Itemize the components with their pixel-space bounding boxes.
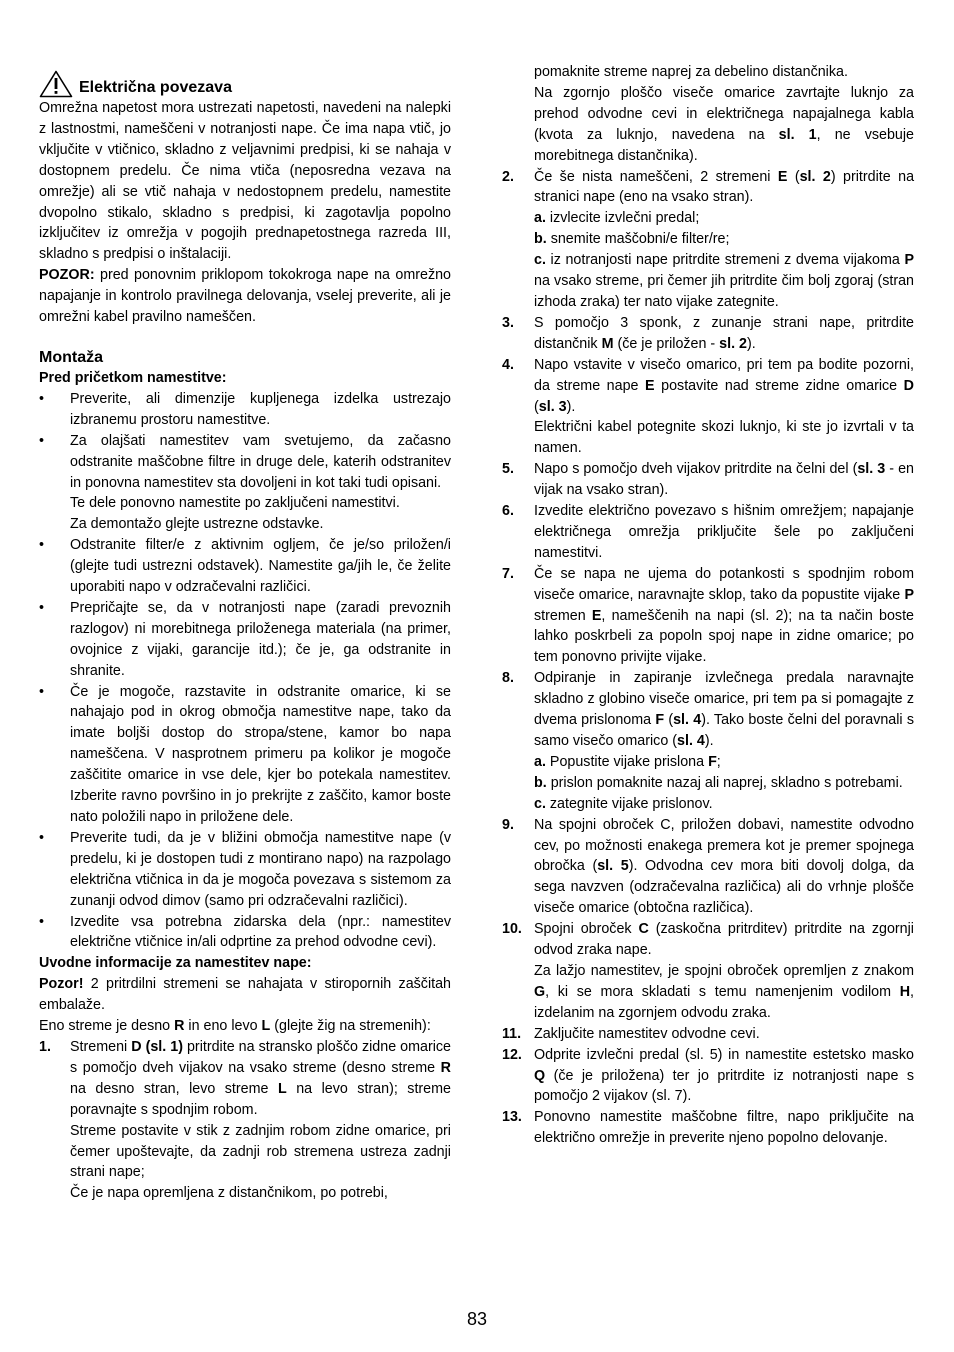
electrical-heading <box>39 70 451 98</box>
step-7: 7. Če se napa ne ujema do potankosti s spodnjim robom viseče omarice, naravnajte sklop, tako da popustite vijake P stremen E, nameščenih na napi (sl. 2); na ta način boste lahko poskrbeli za popoln spoj nape in zidne omarice; po tem ponovno privijte vijake. <box>502 565 914 666</box>
page-number: 83 <box>466 1309 488 1329</box>
electrical-paragraph: Omrežna napetost mora ustrezati napetosti, navedeni na nalepki z lastnostmi, nameščeni v notranjosti nape. Če ima napa vtič, jo vključite v vtičnico, skladno z veljavnimi predpisi, ki se nahaja v dostopnem predelu. Če nima vtiča (neposredna vezava na omrežje) ali se vtič nahaja v nedostopnem predelu, namestite dvopolno stikalo, skladno s predpisi, ki zagotavlja popolno izključitev iz omrežja v pogojih prednapetostnega razreda III, skladno s predpisi o inštalaciji. <box>39 100 451 263</box>
list-item: • Za olajšati namestitev vam svetujemo, da začasno odstranite maščobne filtre in druge dele, katerih odstranitev in ponovna namestitev sta dovoljeni in kot taki tudi opisani. Te dele ponovno namestite po zaključeni namestitvi. Za demontažo glejte ustrezne odstavke. <box>39 432 451 533</box>
montaza-heading: Montaža <box>39 348 103 366</box>
bullet-icon: • <box>39 390 45 407</box>
step-5: 5. Napo s pomočjo dveh vijakov pritrdite na čelni del (sl. 3 - en vijak na vsako stran). <box>502 461 914 499</box>
step-6: 6. Izvedite električno povezavo s hišnim omrežjem; napajanje električnega omrežja priključite šele po zaključeni namestitvi. <box>502 503 914 561</box>
list-item: • Preverite tudi, da je v bližini območja namestitve nape (v predelu, ki je dostopen tudi z montirano napo) na razpolago električna vtičnica in da je mogoča povezava s sistemom za zunanji odvod dimov (samo pri odzračevalni različici). <box>39 829 451 909</box>
list-item: • Prepričajte se, da v notranjosti nape (zaradi prevoznih razlogov) ni morebitnega priloženega materiala (na primer, ovojnice z vijaki, garancije itd.); če je, ga odstranite in shranite. <box>39 599 451 679</box>
step-8: 8. Odpiranje in zapiranje izvlečnega predala naravnajte skladno z globino viseče omarice, pri tem pa si pomagajte z dvema prislonoma F (sl. 4). Tako boste čelni del poravnali s samo visečo omarico (sl. 4). a. Popustite vijake prislona F; b. prislon pomaknite nazaj ali naprej, skladno s potrebami. c. zategnite vijake prislonov. <box>502 670 914 812</box>
step-12: 12. Odprite izvlečni predal (sl. 5) in namestite estetsko masko Q (če je priložena) ter jo pritrdite iz notranjosti nape s pomočjo 2 vijakov (sl. 7). <box>502 1046 914 1105</box>
step-1: 1. Stremeni D (sl. 1) pritrdite na stransko ploščo zidne omarice s pomočjo dveh vijakov na vsako streme (desno streme R na desno stran, levo streme L na levo stran); streme poravnajte s spodnjim robom. Streme postavite v stik z zadnjim robom zidne omarice, pri čemer upoštevajte, da zadnji rob stremena ustreza zadnji strani nape; Če je napa opremljena z distančnikom, po potrebi, <box>39 1038 452 1202</box>
bullet-icon: • <box>39 913 45 930</box>
before-installation-heading: Pred pričetkom namestitve: <box>39 369 227 386</box>
step-1-continued: pomaknite streme naprej za debelino distančnika. Na zgornjo ploščo viseče omarice zavrtajte luknjo za prehod odvodne cevi in električnega napajalnega kabla (kvota za luknjo, navedena na sl. 1, ne vsebuje morebitnega distančnika). <box>534 64 914 164</box>
pozor-paragraph: Pozor! 2 pritrdilni stremeni se nahajata v stiropornih zaščitah embalaže. <box>39 976 451 1014</box>
step-11: 11. Zaključite namestitev odvodne cevi. <box>502 1025 760 1042</box>
list-item: • Preverite, ali dimenzije kupljenega izdelka ustrezajo izbranemu prostoru namestitve. <box>39 390 451 428</box>
bullet-icon: • <box>39 599 45 616</box>
warning-icon <box>39 70 73 98</box>
step-9: 9. Na spojni obroček C, priložen dobavi, namestite odvodno cev, po možnosti enakega premera kot je premer spojnega obročka (sl. 5). Odvodna cev mora biti dovolj dolga, da sega navzven (odzračevalna različica) ali do vrhnje plošče viseče omarice (obtočna različica). <box>502 816 914 917</box>
list-item: • Odstranite filter/e z aktivnim ogljem, če je/so priložen/i (glejte tudi ustrezni odstavek). Namestite ga/jih le, če želite uporabiti napo v odzračevalni različici. <box>39 537 451 596</box>
steps-list-right <box>502 62 914 1149</box>
warning-label: POZOR: <box>39 267 95 284</box>
left-column <box>39 62 451 1204</box>
list-item: • Izvedite vsa potrebna zidarska dela (npr.: namestitev električne vtičnice in/ali odprtine za prehod odvodne cevi). <box>39 913 451 951</box>
electrical-heading-text: Električna povezava <box>79 79 232 96</box>
bullet-icon: • <box>39 537 45 554</box>
steps-list-left <box>39 1037 451 1204</box>
step-10: 10. Spojni obroček C (zaskočna pritrditev) pritrdite na zgornji odvod zraka nape. Za lažjo namestitev, je spojni obroček opremljen z znakom G, ki se mora skladati s temu namenjenim vodilom H, izdelanim na zgornjem odvodu zraka. <box>502 921 914 1021</box>
bullet-icon: • <box>39 829 45 846</box>
intro-heading: Uvodne informacije za namestitev nape: <box>39 955 312 972</box>
list-item: • Če je mogoče, razstavite in odstranite omarice, ki se nahajajo pod in okrog območja namestitve nape, tako da imate boljši dostop do stropa/stene, kamor bo napa nameščena. V nasprotnem primeru pa kolikor je mogoče zaščitite omarice in vse dele, kjer bo potekala namestitev. Izberite ravno površino in jo prekrijte z zaščito, kamor boste nato položili napo in priložene dele. <box>39 683 451 825</box>
before-installation-list <box>39 389 451 953</box>
bullet-icon: • <box>39 432 45 449</box>
step-4: 4. Napo vstavite v visečo omarico, pri tem pa bodite pozorni, da streme nape E postavite nad streme zidne omarice D (sl. 3). Električni kabel potegnite skozi luknjo, ki ste jo izvrtali v ta namen. <box>502 356 914 457</box>
step-13: 13. Ponovno namestite maščobne filtre, napo priključite na električno omrežje in preverite njeno popolno delovanje. <box>502 1109 914 1147</box>
right-left-paragraph: Eno streme je desno R in eno levo L (glejte žig na stremenih): <box>39 1018 431 1035</box>
right-column <box>502 62 914 1149</box>
bullet-icon: • <box>39 683 45 700</box>
step-3: 3. S pomočjo 3 sponk, z zunanje strani nape, pritrdite distančnik M (če je priložen - sl. 2). <box>502 314 914 352</box>
step-2: 2. Če še nista nameščeni, 2 stremeni E (sl. 2) pritrdite na stranici nape (eno na vsako stran). a. izvlecite izvlečni predal; b. snemite maščobni/e filter/re; c. iz notranjosti nape pritrdite stremeni z dvema vijakoma P na vsako streme, pri čemer jih pritrdite čim bolj zgoraj (stran izhoda zraka) ter nato vijake zategnite. <box>502 168 915 310</box>
electrical-warning: POZOR: pred ponovnim priklopom tokokroga nape na omrežno napajanje in kontrolo pravilnega delovanja, vselej preverite, ali je omrežni kabel pravilno nameščen. <box>39 267 451 326</box>
